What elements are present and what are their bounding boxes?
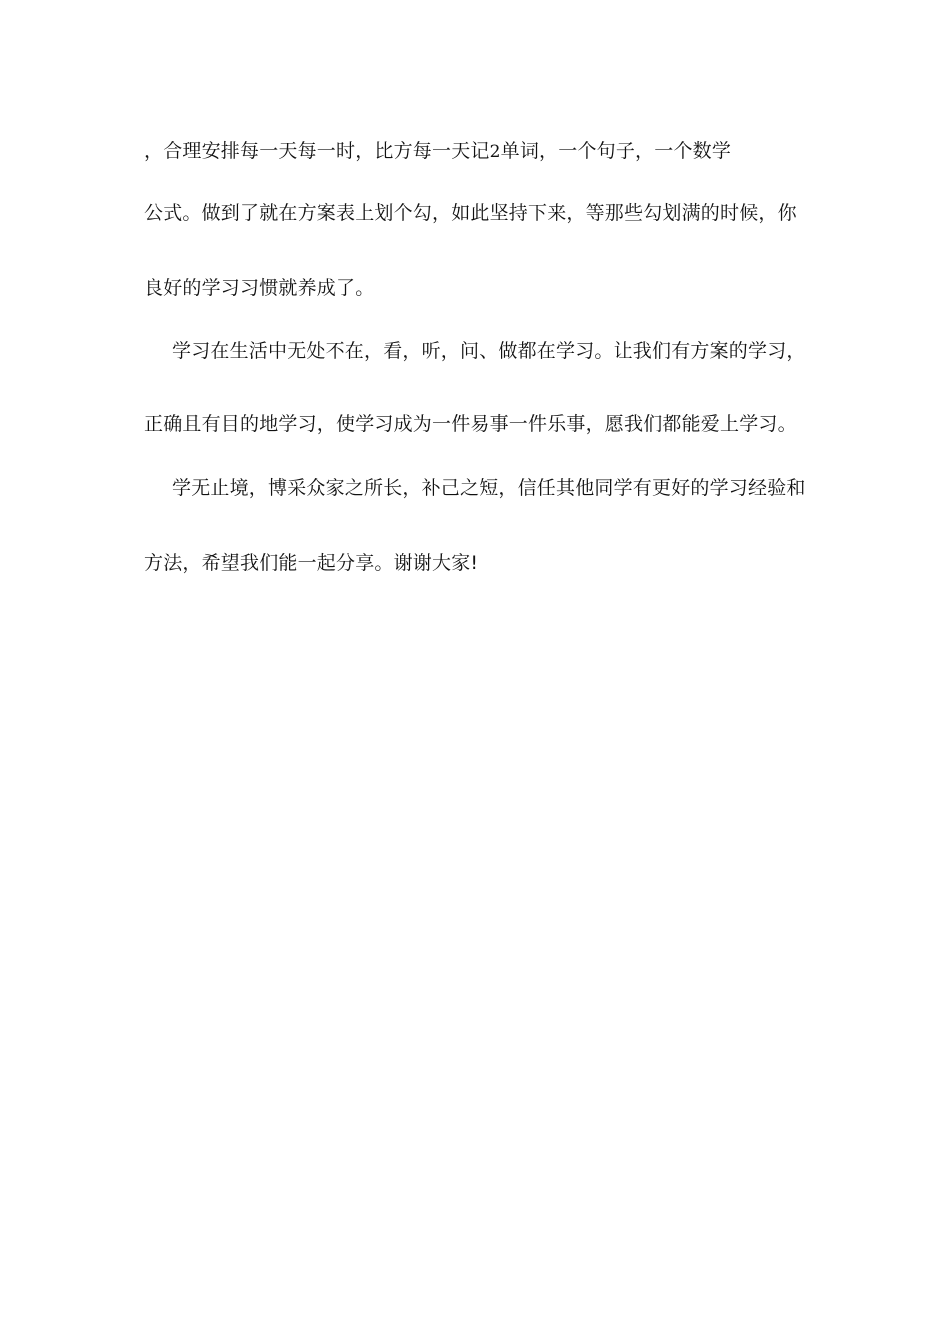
text-line-2: 公式。做到了就在方案表上划个勾，如此坚持下来，等那些勾划满的时候，你 <box>144 202 797 224</box>
paragraph-2-line-1: 学习在生活中无处不在，看，听，问、做都在学习。让我们有方案的学习， <box>172 340 806 362</box>
text-line-1-start: ，合理安排每一天每一时，比方每一天记 <box>144 140 490 162</box>
text-line-1 <box>144 139 731 164</box>
text-line-1-end: 单词，一个句子，一个数学 <box>500 140 732 162</box>
text-line-1-number: 2 <box>489 142 501 162</box>
paragraph-3-line-1: 学无止境，博采众家之所长，补己之短，信任其他同学有更好的学习经验和 <box>172 477 806 499</box>
text-line-3: 良好的学习习惯就养成了。 <box>144 277 375 299</box>
paragraph-2-line-2: 正确且有目的地学习，使学习成为一件易事一件乐事，愿我们都能爱上学习。 <box>144 413 797 435</box>
paragraph-3-line-2: 方法，希望我们能一起分享。谢谢大家! <box>144 552 479 574</box>
